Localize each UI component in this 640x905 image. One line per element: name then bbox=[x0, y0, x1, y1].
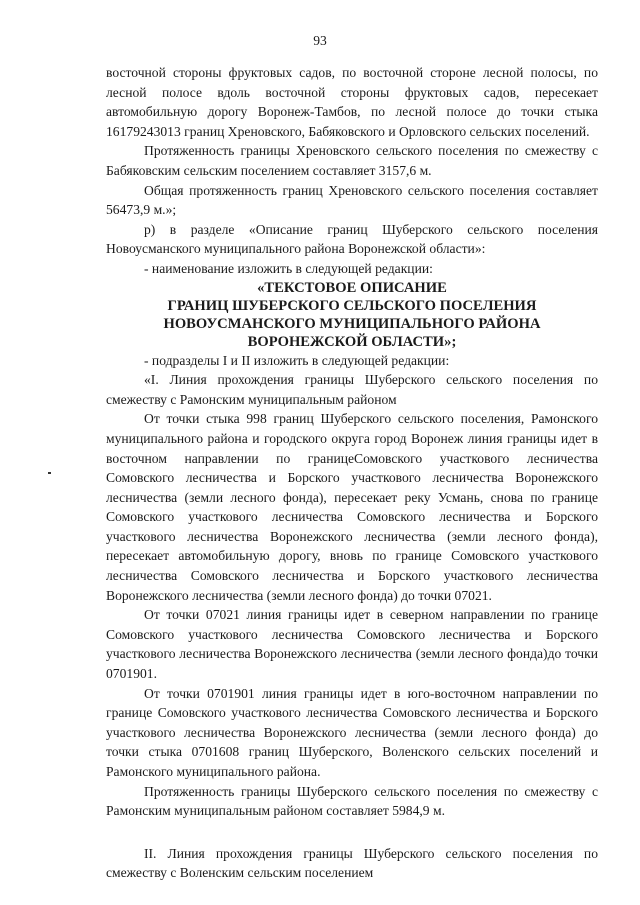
document-body bbox=[106, 63, 598, 883]
paragraph-subsection-1-heading: «I. Линия прохождения границы Шуберского сельского поселения по смежеству с Рамонским муниципальным районом bbox=[106, 372, 598, 407]
paragraph-length-khrenovskoe-babyakovskoe: Протяженность границы Хреновского сельского поселения по смежеству с Бабяковским сельским поселением составляет 3157,6 м. bbox=[106, 143, 598, 178]
scan-speck bbox=[48, 472, 51, 474]
paragraph-total-length-khrenovskoe: Общая протяженность границ Хреновского сельского поселения составляет 56473,9 м.»; bbox=[106, 182, 598, 218]
page-number: 93 bbox=[313, 33, 327, 48]
title-line: НОВОУСМАНСКОГО МУНИЦИПАЛЬНОГО РАЙОНА bbox=[163, 315, 541, 332]
paragraph-length-ramonsky: Протяженность границы Шуберского сельского поселения по смежеству с Рамонским муниципальным районом составляет 5984,9 м. bbox=[106, 783, 598, 819]
paragraph-section-r: р) в разделе «Описание границ Шуберского сельского поселения Новоусманского муниципального района Воронежской области»: bbox=[106, 221, 598, 257]
title-line: ГРАНИЦ ШУБЕРСКОГО СЕЛЬСКОГО ПОСЕЛЕНИЯ bbox=[167, 297, 537, 314]
paragraph-from-point-07021: От точки 07021 линия границы идет в северном направлении по границе Сомовского участкового лесничества Сомовского лесничества и Борского участкового лесничества Воронежского лесничества (земли лесного фонда)до точки 0701901. bbox=[106, 607, 598, 682]
section-title bbox=[106, 279, 598, 351]
paragraph-spacer bbox=[106, 821, 598, 844]
paragraph-name-instruction: - наименование изложить в следующей редакции: bbox=[144, 260, 433, 276]
title-line: ВОРОНЕЖСКОЙ ОБЛАСТИ»; bbox=[247, 333, 457, 350]
paragraph-subsection-2-heading: II. Линия прохождения границы Шуберского сельского поселения по смежеству с Воленским сельским поселением bbox=[106, 845, 598, 881]
paragraph-continuation: восточной стороны фруктовых садов, по восточной стороне лесной полосы, по лесной полосе вдоль восточной стороны фруктовых садов, пересекает автомобильную дорогу Воронеж-Тамбов, по лесной полосе до точки стыка 16179243013 границ Хреновского, Бабяковского и Орловского сельских поселений. bbox=[106, 65, 598, 139]
paragraph-subsections-instruction: - подразделы I и II изложить в следующей редакции: bbox=[144, 352, 450, 368]
title-line: «ТЕКСТОВОЕ ОПИСАНИЕ bbox=[257, 279, 447, 296]
paragraph-from-point-998: От точки стыка 998 границ Шуберского сельского поселения, Рамонского муниципального района и городского округа город Воронеж линия границы идет в восточном направлении по границеСомовского участкового лесничества Сомовского лесничества и Борского участкового лесничества Воронежского лесничества (земли лесного фонда), пересекает реку Усмань, снова по границе Сомовского участкового лесничества Сомовского лесничества и Борского участкового лесничества Воронежского лесничества (земли лесного фонда), пересекает автомобильную дорогу, вновь по границе Сомовского участкового лесничества Сомовского лесничества и Борского участкового лесничества Воронежского лесничества (земли лесного фонда) до точки 07021. bbox=[106, 411, 598, 603]
paragraph-from-point-0701901: От точки 0701901 линия границы идет в юго-восточном направлении по границе Сомовского участкового лесничества Сомовского лесничества и Борского участкового лесничества Воронежского лесничества (земли лесного фонда) до точки стыка 0701608 границ Шуберского, Воленского сельских поселений и Рамонского муниципального района. bbox=[106, 685, 598, 779]
